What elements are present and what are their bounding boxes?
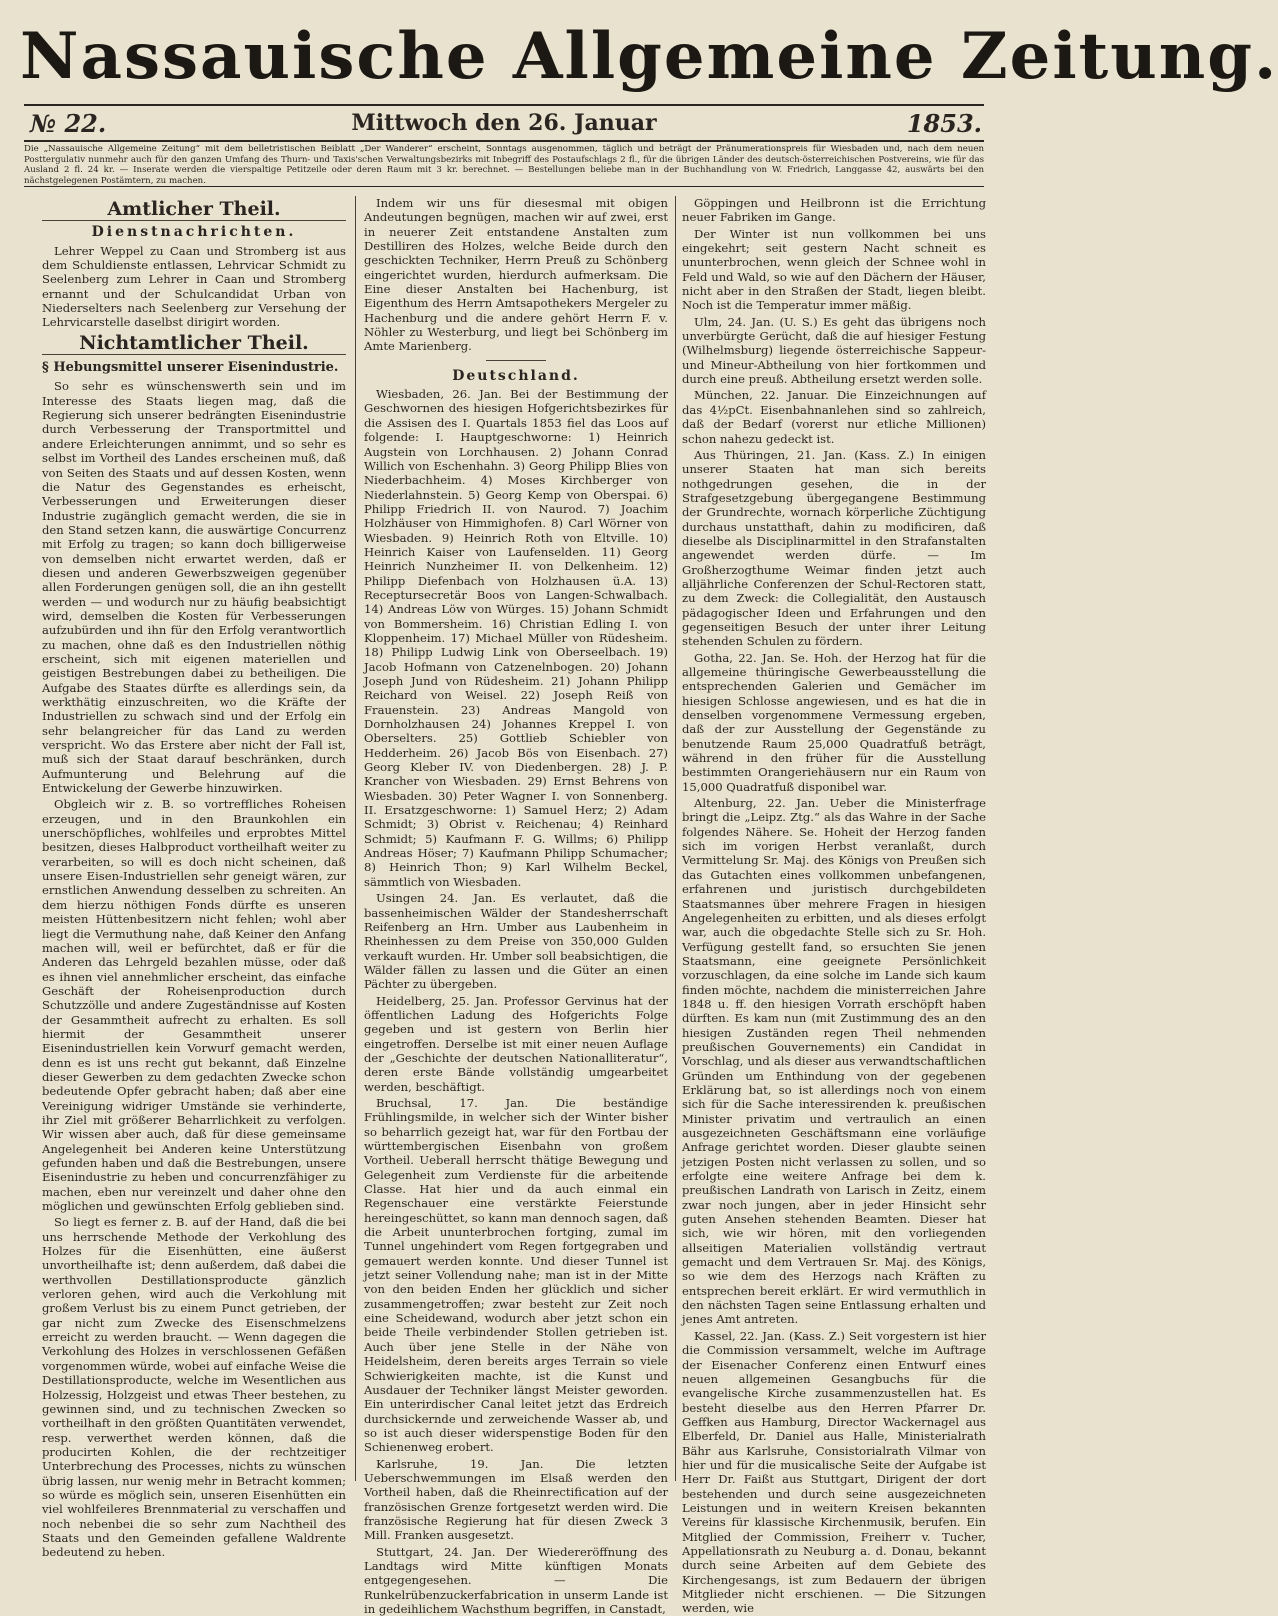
paragraph: München, 22. Januar. Die Einzeichnungen auf das 4½pCt. Eisenbahnanlehen sind so zahlreich, daß der Bedarf (vorerst nur etliche Millionen) schon nahezu gedeckt ist. (682, 388, 986, 446)
paragraph: Stuttgart, 24. Jan. Der Wiedereröffnung des Landtags wird Mitte künftigen Monats entgegengesehen. — Die Runkelrübenzuckerfabrication in unserm Lande ist in gedeihlichem Wachsthum begriffen, in Canstadt, (364, 1544, 668, 1616)
column-1 (42, 196, 346, 1560)
section-title-official: Amtlicher Theil. (42, 202, 346, 221)
column-3 (682, 196, 986, 1616)
paragraph: Usingen 24. Jan. Es verlautet, daß die bassenheimischen Wälder der Standesherrschaft Reifenberg an Hrn. Umber aus Laubenheim in Rheinhessen zu dem Preise von 350,000 Gulden verkauft wurden. Hr. Umber soll beabsichtigen, die Wälder fällen zu lassen und die Güter an einen Pächter zu übergeben. (364, 891, 668, 992)
subscription-notice: Die „Nassauische Allgemeine Zeitung“ mit dem belletristischen Beiblatt „Der Wanderer“ erscheint, Sonntags ausgenommen, täglich und beträgt der Pränumerationspreis für Wiesbaden und, nach dem neuen Posttergulativ nunmehr auch für den ganzen Umfang des Thurn- und Taxis'schen Verwaltungsbezirks mit Inbegriff des Postaufschlags 2 fl., für die übrigen Länder des deutsch-österreichischen Postvereins, wie für das Ausland 2 fl. 24 kr. — Inserate werden die vierspaltige Petitzeile oder deren Raum mit 3 kr. berechnet. — Bestellungen beliebe man in der Buchhandlung von W. Friedrich, Langgasse 42, auswärts bei den nächstgelegenen Postämtern, zu machen. (24, 144, 984, 186)
paragraph: Göppingen und Heilbronn ist die Errichtung neuer Fabriken im Gange. (682, 196, 986, 225)
paragraph: Ulm, 24. Jan. (U. S.) Es geht das übrigens noch unverbürgte Gerücht, daß die auf hiesiger Festung (Wilhelmsburg) liegende österreichische Sappeur- und Mineur-Abtheilung von hier fortkommen und durch eine preuß. Abtheilung ersetzt werden solle. (682, 314, 986, 387)
subsection-title: Dienstnachrichten. (91, 224, 297, 241)
dateline-bar (24, 104, 984, 142)
section-title-germany: Deutschland. (452, 367, 580, 384)
issue-year: 1853. (906, 109, 982, 138)
column-2 (364, 196, 668, 1616)
paragraph: Der Winter ist nun vollkommen bei uns eingekehrt; seit gestern Nacht schneit es ununterbrochen, wenn gleich der Schnee wohl in Feld und Wald, so wie auf den Dächern der Häuser, nicht aber in den Straßen der Stadt, liegen bleibt. Noch ist die Temperatur immer mäßig. (682, 226, 986, 313)
paragraph: Karlsruhe, 19. Jan. Die letzten Ueberschwemmungen im Elsaß werden den Vortheil haben, daß die Rheinrectification auf der französischen Grenze fortgesetzt werden wird. Die französische Regierung hat für diesen Zweck 3 Mill. Franken ausgesetzt. (364, 1456, 668, 1543)
paragraph: Altenburg, 22. Jan. Ueber die Ministerfrage bringt die „Leipz. Ztg.“ als das Wahre in der Sache folgendes Nähere. Se. Hoheit der Herzog fanden sich im vorigen Herbst veranlaßt, durch Vermittelung Sr. Maj. des Königs von Preußen sich das Gutachten eines vollkommen unbefangenen, erfahrenen und juristisch durchgebildeten Staatsmannes über mehrere Fragen in hiesigen Angelegenheiten zu erbitten, und als dieses erfolgt war, auch die obgedachte Stelle sich zu Sr. Hoh. Verfügung gestellt fand, so ersuchten Sie jenen Staatsmann, eine geeignete Persönlichkeit vorzuschlagen, da eine solche im Lande sich kaum finden möchte, nachdem die ministerreichen Jahre 1848 u. ff. den hiesigen Vorrath erschöpft haben dürften. Es kam nun (mit Zustimmung des an den hiesigen Zuständen regen Theil nehmenden preußischen Gouvernements) ein Candidat in Vorschlag, und als dieser aus verwandtschaftlichen Gründen um Enthindung von der gegebenen Erklärung bat, so ist allerdings noch von einem sich für die Sache interessirenden k. preußischen Minister privatim und vertraulich an einen ausgezeichneten Geschäftsmann eine vorläufige Anfrage gerichtet worden. Dieser glaubte seinen jetzigen Posten nicht verlassen zu sollen, und so erfolgte eine weitere Anfrage bei dem k. preußischen Landrath von Larisch in Zeitz, einem zwar noch jungen, aber in jeder Hinsicht sehr guten Ansehen stehenden Beamten. Dieser hat sich, wie wir hören, mit den vorliegenden allseitigen Materialien vollständig vertraut gemacht und dem Vertrauen Sr. Maj. des Königs, so wie dem des Herzogs nach Kräften zu entsprechen bereit erklärt. Er wird vermuthlich in den nächsten Tagen seine Entlassung erhalten und jenes Amt antreten. (682, 796, 986, 1327)
issue-date: Mittwoch den 26. Januar (351, 110, 657, 136)
divider (486, 360, 546, 361)
paragraph: Wiesbaden, 26. Jan. Bei der Bestimmung der Geschwornen des hiesigen Hofgerichtsbezirkes für die Assisen des I. Quartals 1853 fiel das Loos auf folgende: I. Hauptgeschworne: 1) Heinrich Augstein von Lorchhausen. 2) Johann Conrad Willich von Eschenhahn. 3) Georg Philipp Blies von Niederbachheim. 4) Moses Kirchberger von Niederlahnstein. 5) Georg Kemp von Oberspai. 6) Philipp Friedrich II. von Naurod. 7) Joachim Holzhäuser von Himmighofen. 8) Carl Wörner von Wiesbaden. 9) Heinrich Roth von Eltville. 10) Heinrich Kaiser von Laufenselden. 11) Georg Heinrich Nunzheimer II. von Delkenheim. 12) Philipp Diefenbach von Holzhausen ü.A. 13) Receptursecretär Boos von Langen-Schwalbach. 14) Andreas Löw von Würges. 15) Johann Schmidt von Bommersheim. 16) Christian Edling I. von Kloppenheim. 17) Michael Müller von Rüdesheim. 18) Philipp Ludwig Link von Oberseelbach. 19) Jacob Hofmann von Catzenelnbogen. 20) Johann Joseph Jund von Rüdesheim. 21) Johann Philipp Reichard von Weisel. 22) Joseph Reiß von Frauenstein. 23) Andreas Mangold von Dornholzhausen 24) Johannes Kreppel I. von Oberselters. 25) Gottlieb Schiebler von Hedderheim. 26) Jacob Bös von Eisenbach. 27) Georg Kleber IV. von Diedenbergen. 28) J. P. Krancher von Wiesbaden. 29) Ernst Behrens von Wiesbaden. 30) Peter Wagner I. von Sonnenberg. II. Ersatzgeschworne: 1) Samuel Herz; 2) Adam Schmidt; 3) Obrist v. Reichenau; 4) Reinhard Schmidt; 5) Kaufmann F. G. Willms; 6) Philipp Andreas Höser; 7) Kaufmann Philipp Schumacher; 8) Heinrich Thon; 9) Karl Wilhelm Beckel, sämmtlich von Wiesbaden. (364, 387, 668, 889)
article-title: § Hebungsmittel unserer Eisenindustrie. (42, 360, 339, 376)
paragraph: Bruchsal, 17. Jan. Die beständige Frühlingsmilde, in welcher sich der Winter bisher so beharrlich gezeigt hat, war für den Fortbau der württembergischen Eisenbahn von großem Vortheil. Ueberall herrscht thätige Bewegung und Gelegenheit zum Verdienste für die arbeitende Classe. Hat hier und da auch einmal ein Regenschauer eine verstärkte Feierstunde hereingeschüttet, so kann man dennoch sagen, daß die Arbeit ununterbrochen fortging, zumal im Tunnel ungehindert vom Regen fortgegraben und gemauert werden konnte. Und dieser Tunnel ist jetzt seiner Vollendung nahe; man ist in der Mitte von den beiden Enden her glücklich und sicher zusammengetroffen; zwar besteht zur Zeit noch eine Scheidewand, wodurch aber jetzt schon ein beide Theile verbindender Stollen getrieben ist. Auch über jene Stelle in der Nähe von Heidelsheim, deren bereits arges Terrain so viele Schwierigkeiten machte, ist die Kunst und Ausdauer der Techniker längst Meister geworden. Ein unterirdischer Canal leitet jetzt das Erdreich durchsickernde und zerweichende Wasser ab, und so ist auch dieser widerspenstige Boden für den Schienenweg erobert. (364, 1095, 668, 1455)
column-rule (355, 196, 356, 1481)
masthead-title: Nassauische Allgemeine Zeitung. (20, 19, 1278, 94)
paragraph: Lehrer Weppel zu Caan und Stromberg ist aus dem Schuldienste entlassen, Lehrvicar Schmidt zu Seelenberg zum Lehrer in Caan und Stromberg ernannt und der Schulcandidat Urban von Niederselters nach Seelenberg zur Versehung der Lehrvicarstelle daselbst dirigirt worden. (42, 243, 346, 330)
paragraph: Indem wir uns für diesesmal mit obigen Andeutungen begnügen, machen wir auf zwei, erst in neuerer Zeit entstandene Anstalten zum Destilliren des Holzes, welche Beide durch den geschickten Techniker, Herrn Preuß zu Schönberg eingerichtet wurden, hierdurch aufmerksam. Die Eine dieser Anstalten bei Hachenburg, ist Eigenthum des Herrn Amtsapothekers Mergeler zu Hachenburg und die andere gehört Herrn F. v. Nöhler zu Westerburg, und liegt bei Schönberg im Amte Marienberg. (364, 196, 668, 354)
issue-number: № 22. (30, 109, 107, 138)
paragraph: Kassel, 22. Jan. (Kass. Z.) Seit vorgestern ist hier die Commission versammelt, welche im Auftrage der Eisenacher Conferenz einen Entwurf eines neuen allgemeinen Gesangbuchs für die evangelische Kirche zusammenzustellen hat. Es besteht dieselbe aus den Herren Pfarrer Dr. Geffken aus Hamburg, Director Wackernagel aus Elberfeld, Dr. Daniel aus Halle, Ministerialrath Bähr aus Karlsruhe, Consistorialrath Vilmar von hier und für die musicalische Seite der Aufgabe ist Herr Dr. Faißt aus Stuttgart, Dirigent der dort bestehenden und durch seine ausgezeichneten Leistungen und in weitern Kreisen bekannten Vereins für klassische Kirchenmusik, berufen. Ein Mitglied der Commission, Freiherr v. Tucher, Appellationsrath zu Neuburg a. d. Donau, bekannt durch seine Arbeiten auf dem Gebiete des Kirchengesangs, ist zum Bedauern der übrigen Mitglieder nicht erschienen. — Die Sitzungen werden, wie (682, 1328, 986, 1616)
paragraph: Gotha, 22. Jan. Se. Hoh. der Herzog hat für die allgemeine thüringische Gewerbeausstellung die entsprechenden Galerien und Gemächer im hiesigen Schlosse angewiesen, und es hat die in denselben vorgenommene Vermessung ergeben, daß der zur Ausstellung der Gegenstände zu benutzende Raum 25,000 Quadratfuß beträgt, während in den früher für die Ausstellung bestimmten Orangeriehäusern nur ein Raum von 15,000 Quadratfuß disponibel war. (682, 650, 986, 794)
section-title-unofficial: Nichtamtlicher Theil. (42, 336, 346, 355)
column-rule (675, 196, 676, 1481)
paragraph: Heidelberg, 25. Jan. Professor Gervinus hat der öffentlichen Ladung des Hofgerichts Folge gegeben und ist gestern von Berlin hier eingetroffen. Derselbe ist mit einer neuen Auflage der „Geschichte der deutschen Nationalliteratur“, deren erste Bände vollständig umgearbeitet werden, beschäftigt. (364, 993, 668, 1094)
paragraph: Obgleich wir z. B. so vortreffliches Roheisen erzeugen, und in den Braunkohlen ein unerschöpfliches, wohlfeiles und erprobtes Mittel besitzen, dieses Halbproduct vortheilhaft weiter zu verarbeiten, so will es doch nicht scheinen, daß unsere Eisen-Industriellen sehr geneigt wären, zur ernstlichen Anwendung desselben zu schreiten. An dem hierzu nöthigen Fonds dürfte es unseren meisten Hüttenbesitzern nicht fehlen; wohl aber liegt die Vermuthung nahe, daß Keiner den Anfang machen will, weil er befürchtet, daß er für die Anderen das Lehrgeld bezahlen müsse, oder daß es ihnen viel annehmlicher erscheint, das einfache Geschäft der Roheisenproduction durch Schutzzölle und andere Zugeständnisse auf Kosten der Gesammtheit aufrecht zu erhalten. Es soll hiermit der Gesammtheit unserer Eisenindustriellen kein Vorwurf gemacht werden, denn es ist uns recht gut bekannt, daß Einzelne dieser Gewerben zu dem gedachten Zwecke schon bedeutende Opfer gebracht haben; daß aber eine Vereinigung widriger Umstände sie verhinderte, ihr Ziel mit größerer Beharrlichkeit zu verfolgen. Wir wissen aber auch, daß für diese gemeinsame Angelegenheit bei Anderen keine Unterstützung gefunden haben und daß die Bestrebungen, unsere Eisenindustrie zu heben und concurrenzfähiger zu machen, eben nur vereinzelt und daher ohne den möglichen und gewünschten Erfolg geblieben sind. (42, 797, 346, 1214)
paragraph: Aus Thüringen, 21. Jan. (Kass. Z.) In einigen unserer Staaten hat man sich bereits nothgedrungen gesehen, die in der Strafgesetzgebung übergegangene Bestimmung der Grundrechte, wornach körperliche Züchtigung durchaus unstatthaft, dahin zu modificiren, daß dieselbe als Disciplinarmittel in den Strafanstalten angewendet werden dürfe. — Im Großherzogthume Weimar finden jetzt auch alljährliche Conferenzen der Schul-Rectoren statt, zu dem Zweck: die Collegialität, den Austausch pädagogischer Ideen und Erfahrungen und den gegenseitigen Besuch der unter ihrer Leitung stehenden Schulen zu fördern. (682, 447, 986, 649)
paragraph: So sehr es wünschenswerth sein und im Interesse des Staats liegen mag, daß die Regierung sich unserer bedrängten Eisenindustrie durch Verbesserung der Transportmittel und andere Erleichterungen annimmt, und so sehr es selbst im Vortheil des Landes erscheinen muß, daß von Seiten des Staats und auf dessen Kosten, wenn die Natur des Gegenstandes es erheischt, Verbesserungen und Erweiterungen dieser Industrie zugänglich gemacht werden, die sie in den Stand setzen kann, die auswärtige Concurrenz mit Erfolg zu tragen; so kann doch billigerweise von demselben nicht erwartet werden, daß er diesen und anderen Gewerbszweigen gegenüber allen Forderungen genügen soll, die an ihn gestellt werden — und wodurch nur zu häufig beabsichtigt wird, demselben die Kosten für Verbesserungen aufzubürden und ihn für den Erfolg verantwortlich zu machen, ohne daß es den Industriellen nöthig erscheint, sich mit eigenen materiellen und geistigen Bestrebungen dabei zu betheiligen. Die Aufgabe des Staates dürfte es allerdings sein, da werkthätig einzuschreiten, wo die Kräfte der Industriellen zu schwach sind und der Erfolg ein sehr belangreicher für das Land zu werden verspricht. Wo das Erstere aber nicht der Fall ist, muß sich der Staat darauf beschränken, durch Aufmunterung und Belehrung auf die Entwickelung der Gewerbe hinzuwirken. (42, 379, 346, 796)
paragraph: So liegt es ferner z. B. auf der Hand, daß die bei uns herrschende Methode der Verkohlung des Holzes für die Eisenhütten, eine äußerst unvortheilhafte ist; denn außerdem, daß dabei die werthvollen Destillationsproducte gänzlich verloren gehen, wird auch die Verkohlung mit großem Verlust bis zu einem Punct getrieben, der gar nicht zum Zwecke des Eisenschmelzens erreicht zu werden braucht. — Wenn dagegen die Verkohlung des Holzes in verschlossenen Gefäßen vorgenommen würde, wobei auf einfache Weise die Destillationsproducte, welche im Wesentlichen aus Holzessig, Holzgeist und etwas Theer bestehen, zu gewinnen sind, und zu technischen Zwecken so vortheilhaft in den größten Quantitäten verwendet, resp. verwerthet werden können, daß die producirten Kohlen, die der rechtzeitiger Unterbrechung des Processes, nichts zu wünschen übrig lassen, nur wenig mehr in Betracht kommen; so würde es möglich sein, unseren Eisenhütten ein viel wohlfeileres Brennmaterial zu verschaffen und noch nebenbei die so sehr zum Nachtheil des Staats und den Gemeinden gefallene Waldrente bedeutend zu heben. (42, 1215, 346, 1560)
